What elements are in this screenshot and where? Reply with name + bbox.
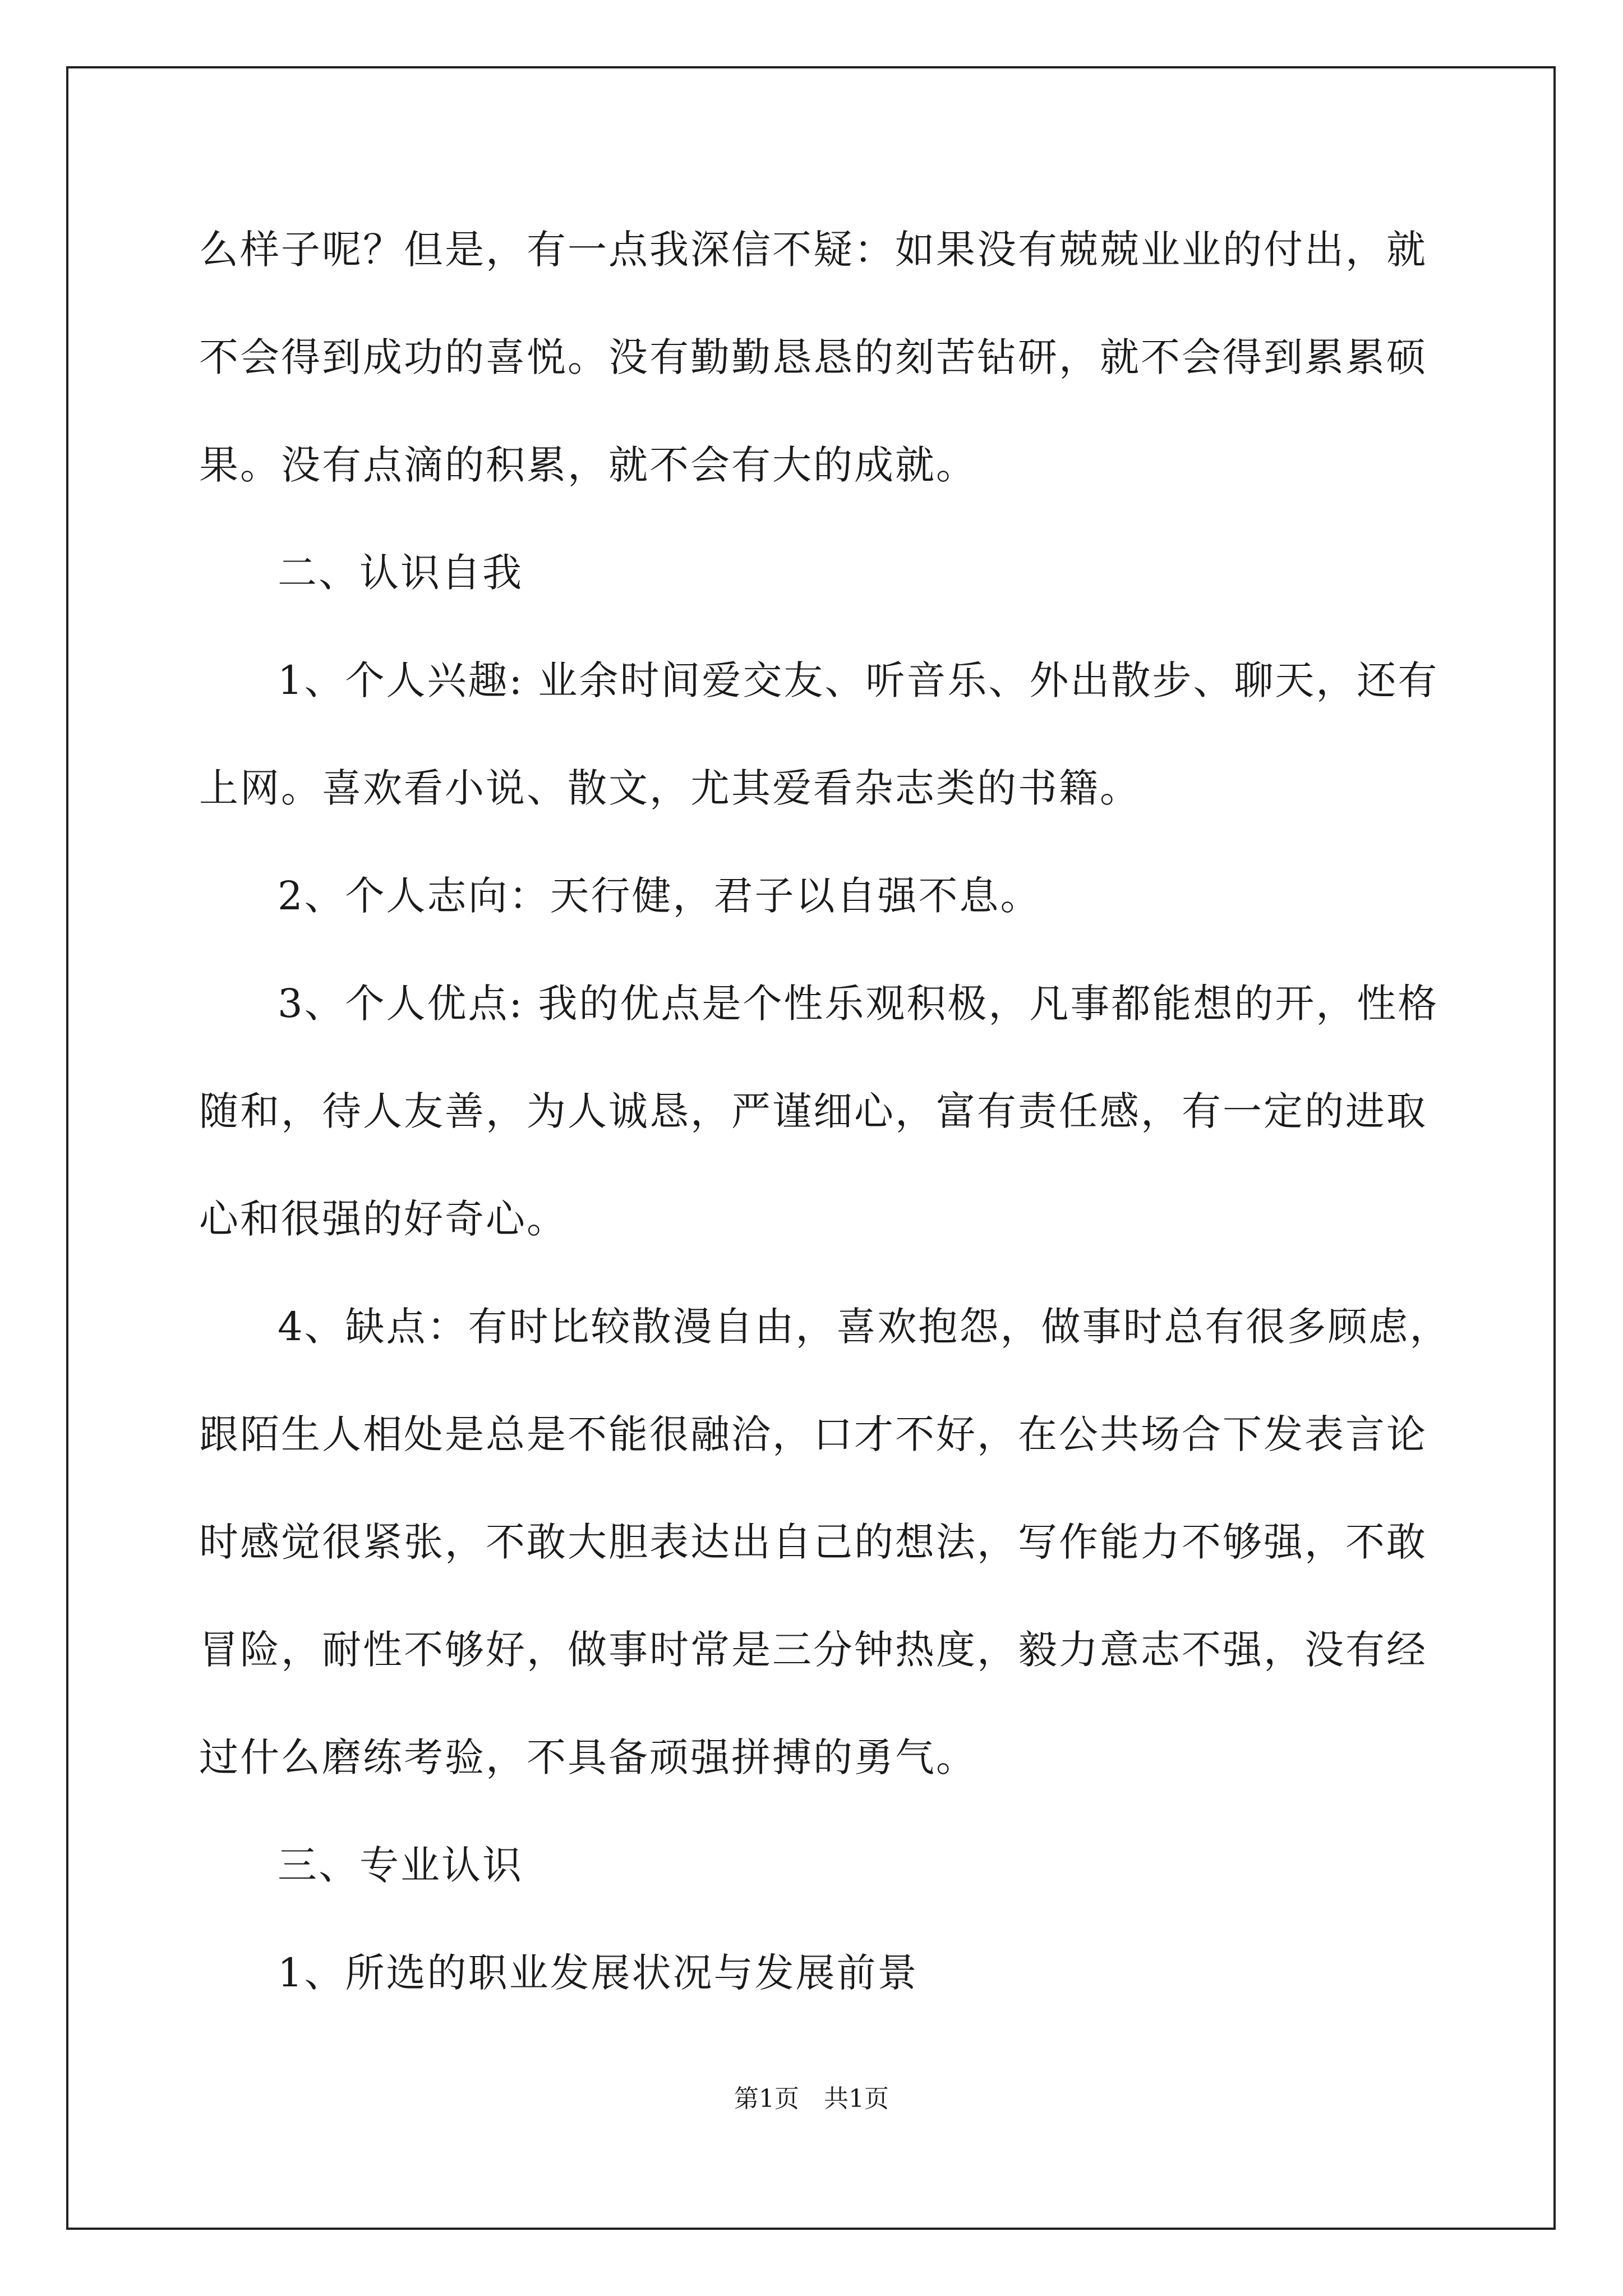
section-heading: 三、专业认识 — [278, 1842, 523, 1888]
body-line: 上网。喜欢看小说、散文，尤其爱看杂志类的书籍。 — [199, 765, 1141, 811]
section-heading: 二、认识自我 — [278, 550, 523, 596]
body-line: 4、缺点：有时比较散漫自由，喜欢抱怨，做事时总有很多顾虑， — [278, 1304, 1451, 1350]
body-line: 1、个人兴趣: 业余时间爱交友、听音乐、外出散步、聊天，还有 — [278, 657, 1439, 703]
page-number: 第1页 共1页 — [734, 2085, 889, 2113]
body-line: 1、所选的职业发展状况与发展前景 — [278, 1950, 919, 1996]
body-line: 冒险，耐性不够好，做事时常是三分钟热度，毅力意志不强，没有经 — [199, 1627, 1427, 1673]
body-line: 不会得到成功的喜悦。没有勤勤恳恳的刻苦钻研，就不会得到累累硕 — [199, 334, 1427, 380]
body-line: 跟陌生人相处是总是不能很融洽，口才不好，在公共场合下发表言论 — [199, 1411, 1427, 1457]
body-line: 3、个人优点: 我的优点是个性乐观积极，凡事都能想的开，性格 — [278, 981, 1439, 1027]
body-line: 心和很强的好奇心。 — [199, 1196, 568, 1242]
body-line: 果。没有点滴的积累，就不会有大的成就。 — [199, 442, 977, 488]
body-line: 2、个人志向：天行健，君子以自强不息。 — [278, 873, 1041, 919]
body-line: 时感觉很紧张，不敢大胆表达出自己的想法，写作能力不够强，不敢 — [199, 1519, 1427, 1565]
body-line: 过什么磨练考验，不具备顽强拼搏的勇气。 — [199, 1734, 977, 1780]
page-border — [66, 66, 1556, 2230]
body-line: 么样子呢？但是，有一点我深信不疑：如果没有兢兢业业的付出，就 — [199, 227, 1427, 273]
body-line: 随和，待人友善，为人诚恳，严谨细心，富有责任感，有一定的进取 — [199, 1088, 1427, 1134]
